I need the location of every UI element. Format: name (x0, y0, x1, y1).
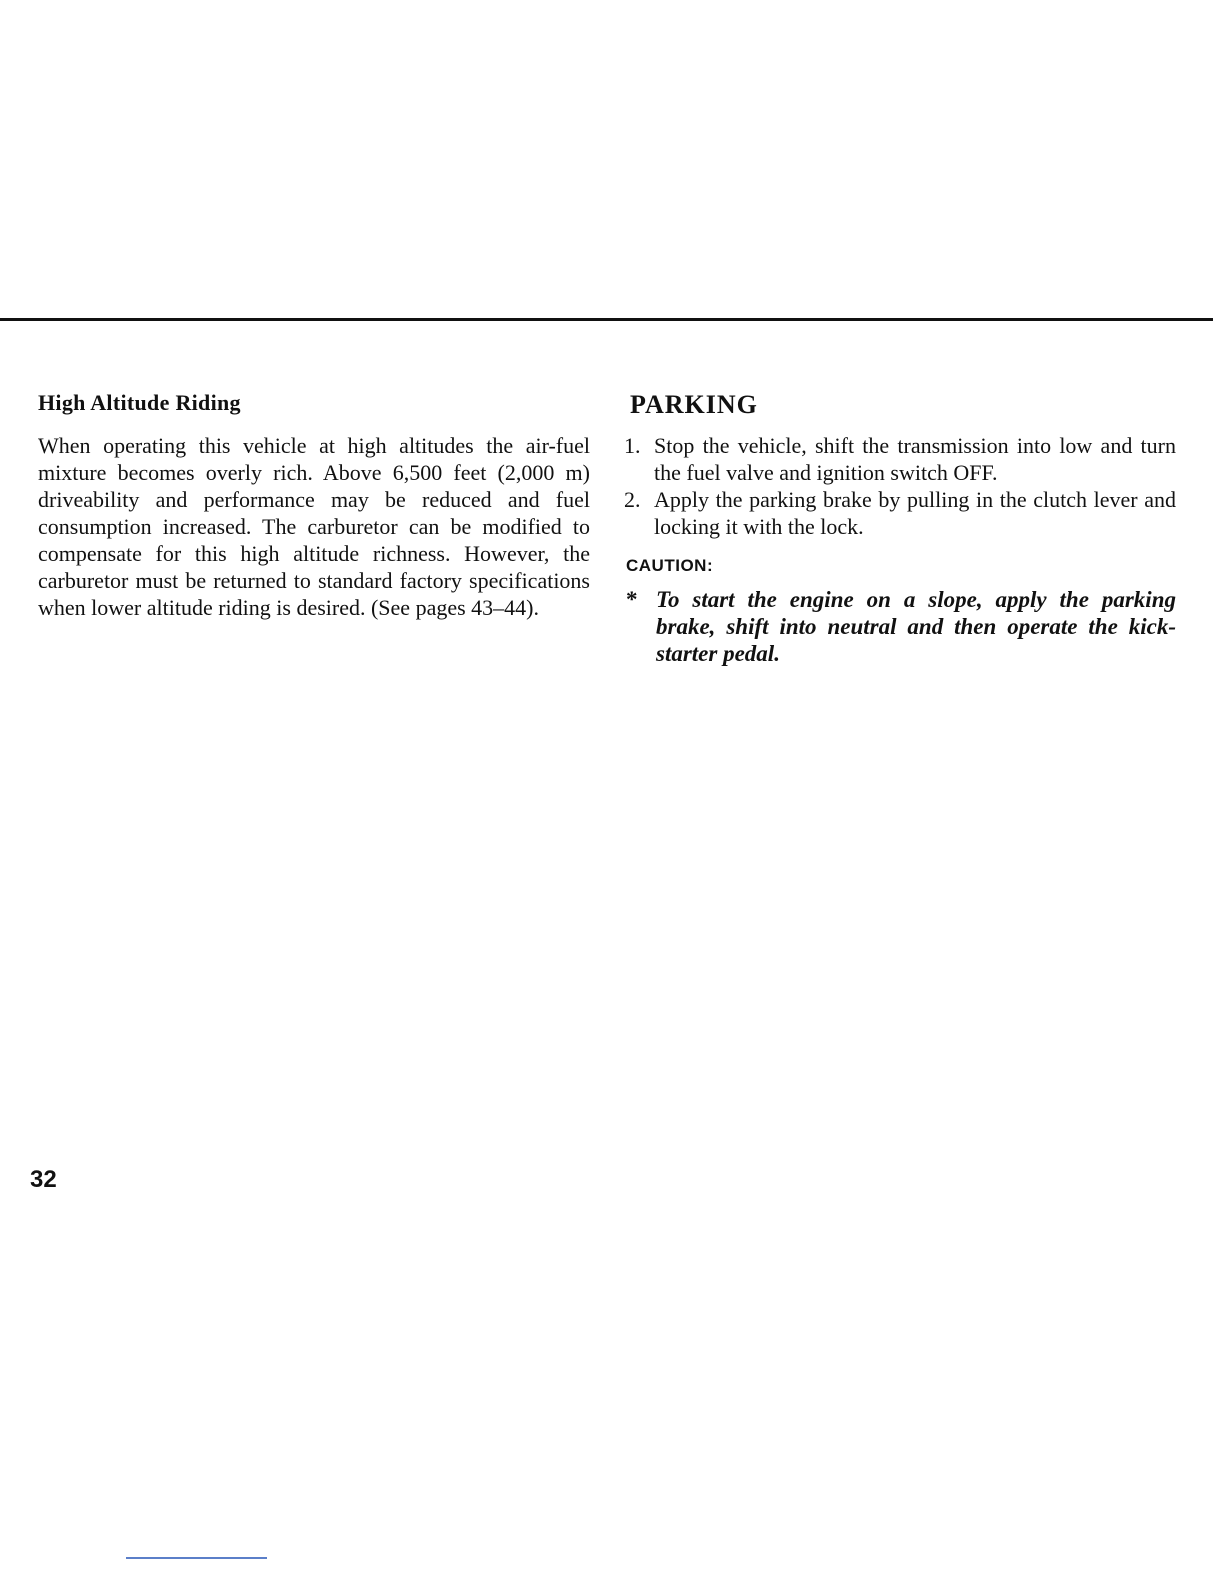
list-item (624, 486, 1176, 540)
step-text: Apply the parking brake by pulling in the clutch lever and locking it with the lock. (654, 487, 1176, 539)
caution-text: To start the engine on a slope, apply the parking brake, shift into neutral and then operate the kick-starter pedal. (656, 587, 1176, 666)
step-number: 2. (624, 487, 641, 512)
high-altitude-paragraph: When operating this vehicle at high altitudes the air-fuel mixture becomes overly rich. Above 6,500 feet (2,000 m) driveability and performance may be reduced and fuel consumption increased. The carburetor can be modified to compensate for this high altitude richness. However, the carburetor must be returned to standard factory specifications when lower altitude riding is desired. (See pages 43–44). (38, 433, 590, 620)
footer-rule (126, 1557, 267, 1559)
page-number: 32 (30, 1166, 57, 1193)
right-column (624, 390, 1176, 667)
step-number: 1. (624, 433, 641, 458)
caution-label: CAUTION: (626, 556, 714, 575)
section-title-parking: PARKING (630, 390, 758, 419)
parking-steps (624, 432, 1176, 540)
list-item (624, 432, 1176, 486)
header-divider (0, 318, 1213, 321)
caution-note (624, 586, 1176, 667)
asterisk-bullet: * (626, 587, 638, 612)
left-column (38, 390, 590, 621)
step-text: Stop the vehicle, shift the transmission into low and turn the fuel valve and ignition switch OFF. (654, 433, 1176, 485)
section-heading-high-altitude: High Altitude Riding (38, 390, 241, 415)
